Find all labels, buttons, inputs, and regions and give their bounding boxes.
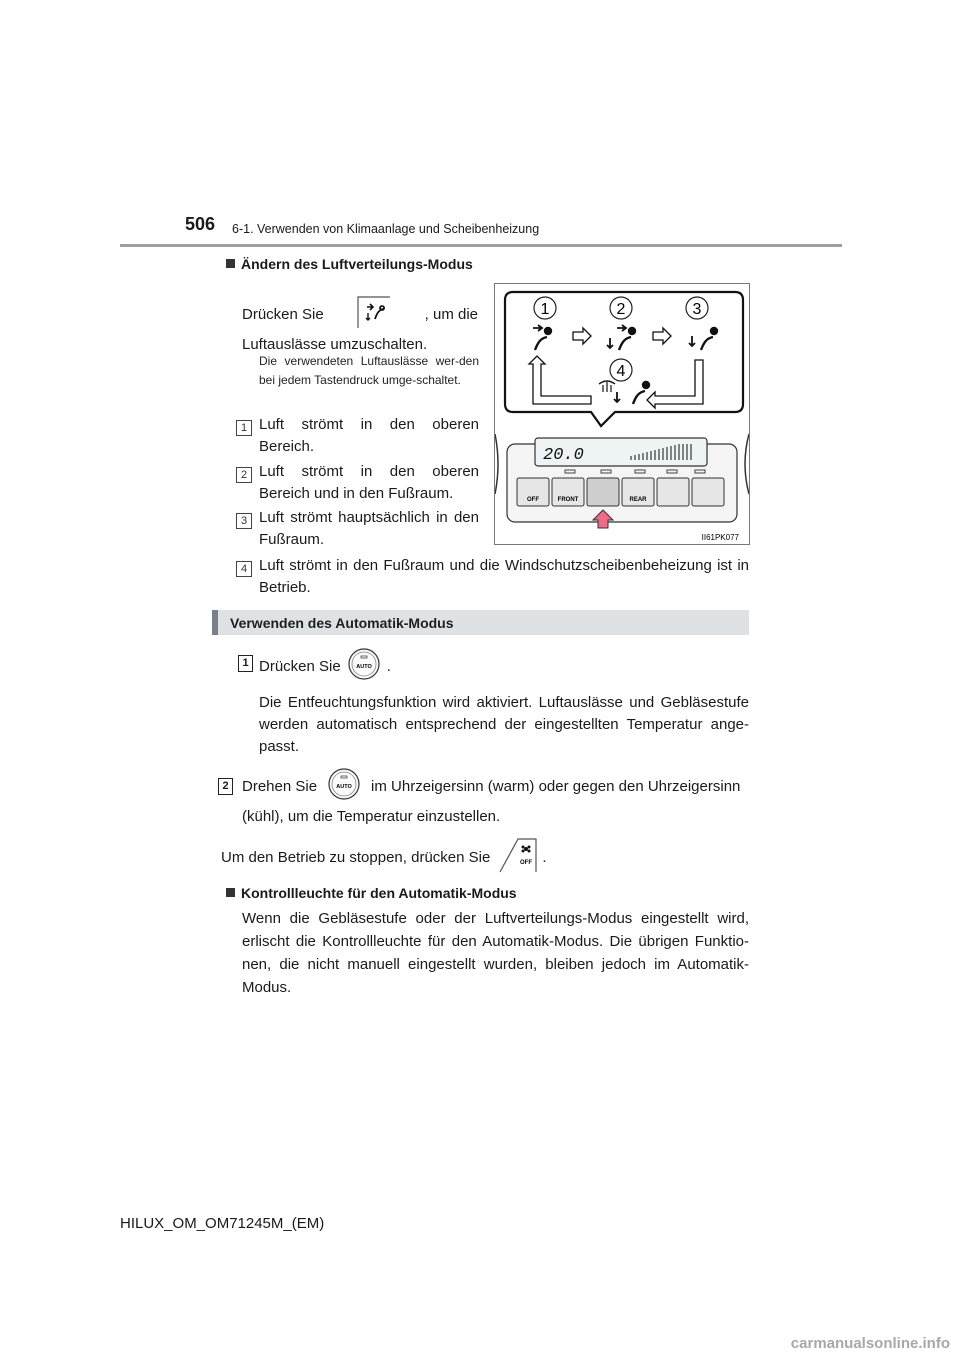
stop-instruction: Um den Betrieb zu stoppen, drücken Sie OFF . bbox=[221, 840, 547, 876]
indicator-heading: Kontrollleuchte für den Automatik-Modus bbox=[226, 885, 517, 901]
auto-dial-icon bbox=[327, 767, 361, 808]
figure-id: II61PK077 bbox=[701, 533, 739, 542]
panel-button-rear-label: REAR bbox=[629, 497, 647, 503]
control-panel bbox=[495, 434, 749, 528]
step-1-instruction: Drücken Sie AUTO . bbox=[259, 652, 391, 682]
watermark: carmanualsonline.info bbox=[790, 1335, 950, 1352]
step-number-1: 1 bbox=[238, 655, 253, 672]
bullet-square-icon bbox=[226, 888, 235, 897]
figure-illustration bbox=[495, 284, 749, 544]
item-text-4: Luft strömt in den Fußraum und die Windschutzscheibenbeheizung ist in Betrieb. bbox=[259, 557, 749, 596]
auto-button-icon bbox=[347, 647, 381, 688]
note-text: Die verwendeten Luftauslässe wer-den bei jedem Tastendruck umge-schaltet. bbox=[259, 354, 479, 387]
section-title-bar bbox=[212, 610, 749, 635]
chapter-title: 6-1. Verwenden von Klimaanlage und Scheibenheizung bbox=[232, 222, 540, 236]
indicator-text: Wenn die Gebläsestufe oder der Luftverteilungs-Modus eingestellt wird, erlischt die Kontrollleuchte für den Automatik-Modus. Die übrigen Funktio-nen, die nicht manuell eingestellt wurden, bleiben jedoch im Automatik-Modus. bbox=[242, 910, 749, 996]
page-number: 506 bbox=[185, 214, 216, 234]
bullet-square-icon bbox=[226, 259, 235, 268]
press-instruction: Drücken Sie , um die Luftauslässe umzuschalten. bbox=[242, 300, 478, 356]
item-number-1: 1 bbox=[236, 418, 252, 436]
header-rule bbox=[120, 244, 842, 247]
air-distribution-button-icon bbox=[356, 295, 392, 336]
panel-button-off-label: OFF bbox=[527, 497, 539, 503]
off-button-icon bbox=[498, 837, 538, 880]
step-number-2: 2 bbox=[218, 778, 233, 795]
item-number-2: 2 bbox=[236, 465, 252, 483]
auto-dial-label: AUTO bbox=[336, 783, 352, 790]
item-number-4: 4 bbox=[236, 559, 252, 577]
off-button-label: OFF bbox=[520, 859, 533, 866]
callout-4-label: 4 bbox=[616, 363, 626, 380]
step-2-instruction: Drehen Sie AUTO im Uhrzeigersinn (warm) oder gegen den Uhrzeigersinn bbox=[242, 770, 749, 804]
item-text-2: Luft strömt in den oberen Bereich und in den Fußraum. bbox=[259, 463, 479, 502]
document-id: HILUX_OM_OM71245M_(EM) bbox=[120, 1215, 325, 1232]
callout-3-label: 3 bbox=[692, 301, 702, 318]
section-title: Verwenden des Automatik-Modus bbox=[230, 615, 454, 631]
callout-1-label: 1 bbox=[540, 301, 550, 318]
item-number-3: 3 bbox=[236, 511, 252, 529]
auto-button-label: AUTO bbox=[355, 663, 372, 670]
section-heading-air-distribution: Ändern des Luftverteilungs-Modus bbox=[226, 256, 473, 272]
lcd-temperature: 20.0 bbox=[543, 446, 584, 465]
callout-2-label: 2 bbox=[616, 301, 626, 318]
item-text-3: Luft strömt hauptsächlich in den Fußraum. bbox=[259, 509, 479, 548]
item-text-1: Luft strömt in den oberen Bereich. bbox=[259, 416, 479, 455]
panel-button-front-label: FRONT bbox=[557, 497, 579, 503]
step-2-line2: (kühl), um die Temperatur einzustellen. bbox=[242, 808, 501, 825]
air-distribution-figure bbox=[494, 283, 750, 545]
step-1-description: Die Entfeuchtungsfunktion wird aktiviert. Luftauslässe und Gebläsestufe werden automatisch entsprechend der eingestellten Temperatur ange-passt. bbox=[259, 694, 749, 755]
